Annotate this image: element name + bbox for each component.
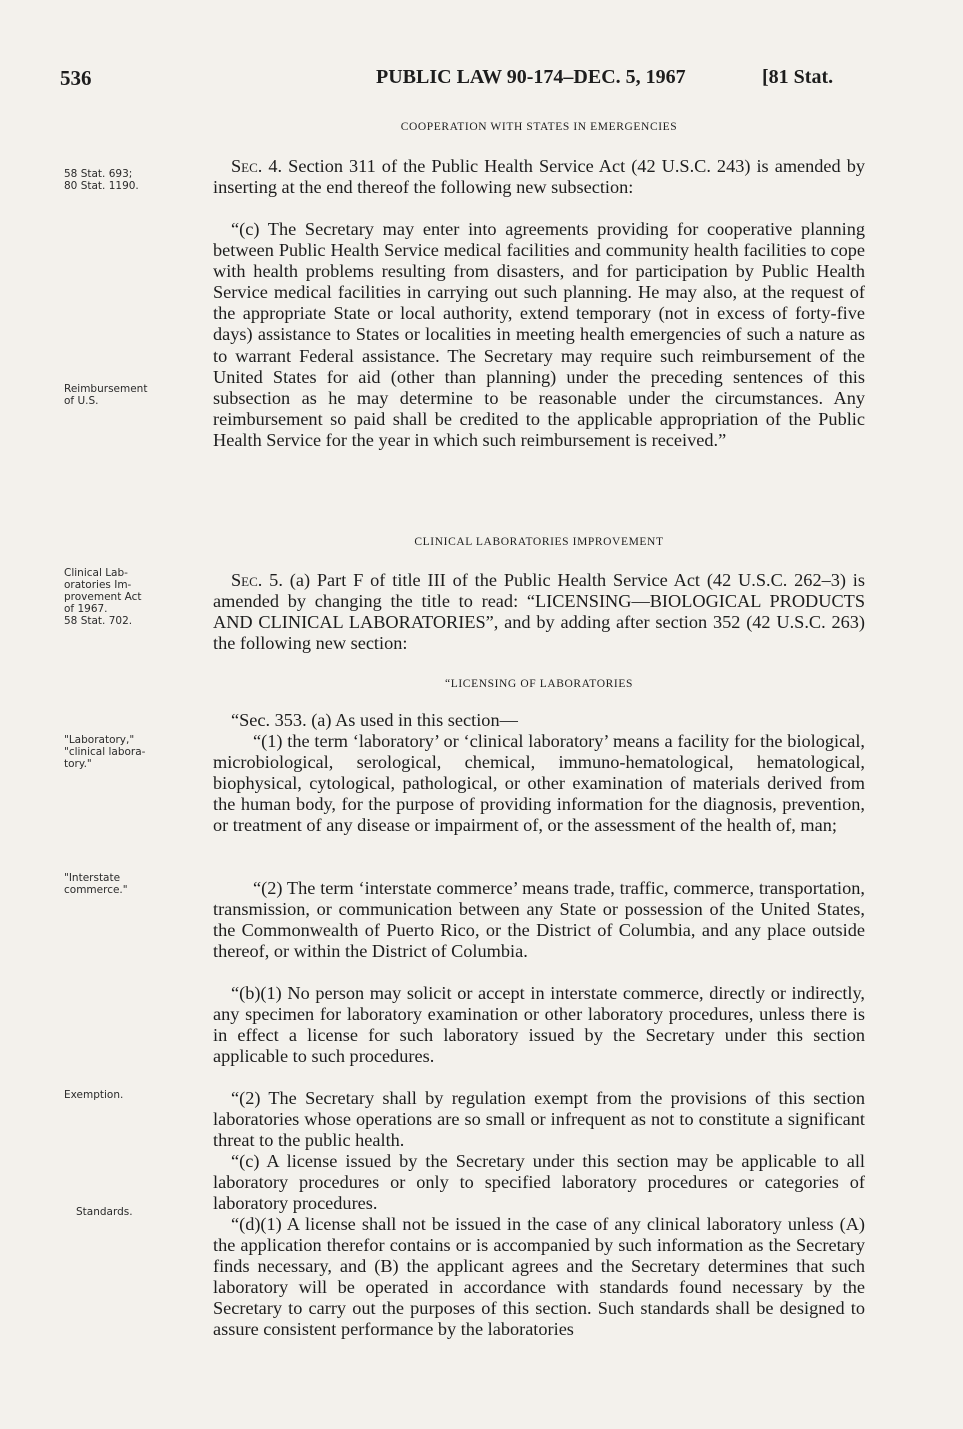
section-heading-clinical-labs: CLINICAL LABORATORIES IMPROVEMENT [414, 536, 664, 548]
margin-note-standards: Standards. [76, 1206, 133, 1218]
definition-interstate-commerce: “(2) The term ‘interstate commerce’ means trade, traffic, commerce, transportation, transmission, or communication between any State or possession of the United States, the Commonwealth of Puerto Rico, or the District of Columbia, and any place outside thereof, or within the District of Columbia. [213, 878, 865, 962]
section-heading-licensing: “LICENSING OF LABORATORIES [445, 678, 633, 690]
sec4-intro-paragraph [213, 156, 865, 198]
section-heading-cooperation: COOPERATION WITH STATES IN EMERGENCIES [400, 121, 678, 133]
margin-note-stat-citation: 58 Stat. 693; 80 Stat. 1190. [64, 168, 139, 192]
sec4-subsection-c: “(c) The Secretary may enter into agreements providing for cooperative planning between Public Health Service medical facilities and community health facilities to cope with health problems resulting from disasters, and for participation by Public Health Service medical facilities in carrying out such planning. He may also, at the request of the appropriate State or local authority, extend temporary (not in excess of forty-five days) assistance to States or localities in meeting health emergencies of such a nature as to warrant Federal assistance. The Secretary may require such reimbursement of the United States for aid (other than planning) under the preceding sentences of this subsection as he may determine to be reasonable under the circumstances. Any reimbursement so paid shall be credited to the applicable appropriation of the Public Health Service for the year in which such reimbursement is received.” [213, 219, 865, 450]
margin-note-laboratory-definition: "Laboratory," "clinical labora- tory." [64, 734, 146, 770]
definition-laboratory: “(1) the term ‘laboratory’ or ‘clinical laboratory’ means a facility for the biological, microbiological, serological, chemical, immuno-hematological, hematological, biophysical, cytological, pathological, or other examination of materials derived from the human body, for the purpose of providing information for the diagnosis, prevention, or treatment of any disease or impairment of, or the assessment of the health of, man; [213, 731, 865, 836]
statute-reference: [81 Stat. [762, 66, 834, 88]
sec5-intro-paragraph [213, 570, 865, 654]
sec353-a-paragraph: “Sec. 353. (a) As used in this section— [231, 710, 518, 730]
subsection-b1: “(b)(1) No person may solicit or accept in interstate commerce, directly or indirectly, any specimen for laboratory examination or other laboratory procedures, unless there is in effect a license for such laboratory issued by the Secretary under this section applicable to such procedures. [213, 983, 865, 1067]
sec4-label: Sec. 4. [231, 156, 283, 176]
margin-note-exemption: Exemption. [64, 1089, 124, 1101]
subsection-b2: “(2) The Secretary shall by regulation exempt from the provisions of this section laboratories whose operations are so small or infrequent as not to constitute a significant threat to the public health. [213, 1088, 865, 1151]
margin-note-reimbursement: Reimbursement of U.S. [64, 383, 148, 407]
sec5-label: Sec. 5. [231, 570, 283, 590]
sec5-intro-text: (a) Part F of title III of the Public Health Service Act (42 U.S.C. 262–3) is amended by changing the title to read: “LICENSING—BIOLOGICAL PRODUCTS AND CLINICAL LABORATORIES”, and by adding after section 352 (42 U.S.C. 263) the following new section: [213, 570, 865, 654]
subsection-d1: “(d)(1) A license shall not be issued in the case of any clinical laboratory unless (A) the application therefor contains or is accompanied by such information as the Secretary finds necessary, and (B) the applicant agrees and the Secretary determines that such laboratory will be operated in accordance with standards found necessary by the Secretary to carry out the purposes of this section. Such standards shall be designed to assure consistent performance by the laboratories [213, 1214, 865, 1340]
sec4-intro-text: Section 311 of the Public Health Service Act (42 U.S.C. 243) is amended by inserting at the end thereof the following new subsection: [213, 156, 866, 198]
margin-notes [0, 0, 200, 1429]
running-title: PUBLIC LAW 90-174–DEC. 5, 1967 [376, 66, 686, 88]
margin-note-clinical-labs-act: Clinical Lab- oratories Im- provement Act of 1967. 58 Stat. 702. [64, 567, 142, 627]
subsection-c: “(c) A license issued by the Secretary under this section may be applicable to all laboratory procedures or only to specified laboratory procedures or categories of laboratory procedures. [213, 1151, 865, 1214]
page-number: 536 [60, 66, 92, 90]
margin-note-interstate-commerce: "Interstate commerce." [64, 872, 128, 896]
